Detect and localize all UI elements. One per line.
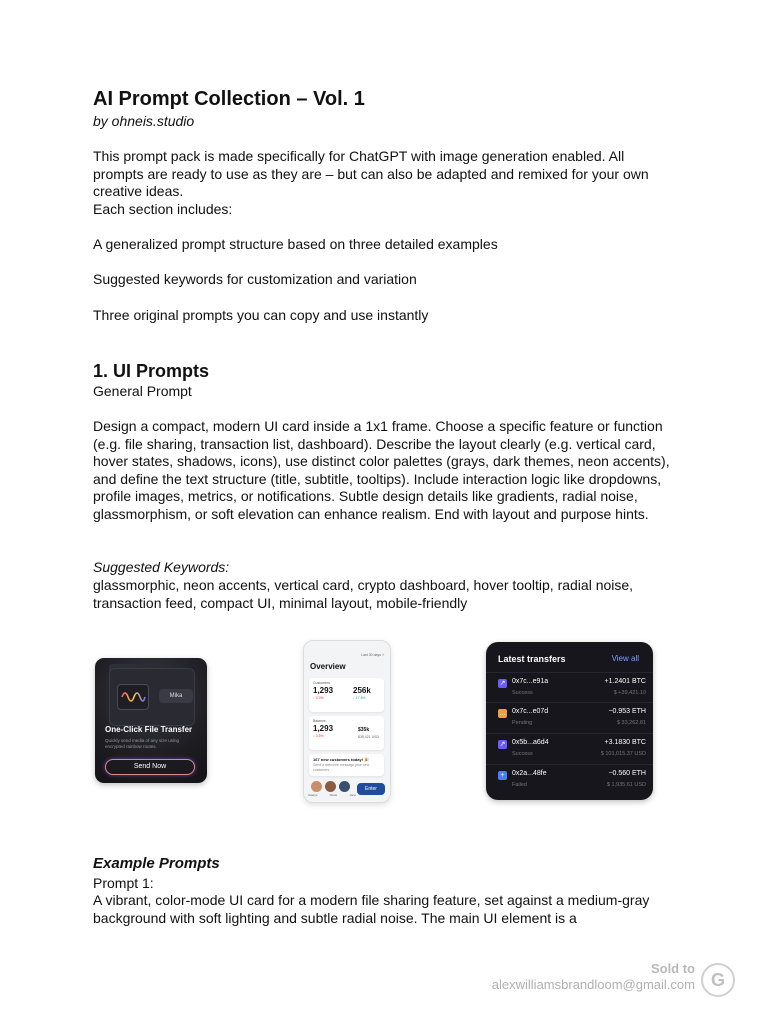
example-card-overview	[303, 640, 391, 803]
notice-title: 167 new customers today! 🎉	[313, 757, 370, 762]
date-range-dropdown: Last 30 days ˅	[361, 653, 384, 657]
customers-value: 1,293	[313, 686, 334, 695]
transfer-amount: −0.560 ETH	[608, 770, 646, 777]
transfer-usd: $ 1,935.61 USD	[606, 782, 646, 788]
customers-change-2: ↑ 17.8%	[353, 696, 366, 700]
waveform-icon	[117, 684, 149, 710]
transfer-status: Failed	[512, 782, 527, 788]
avatar	[311, 781, 322, 792]
brand-logo-icon: G	[701, 963, 735, 997]
transfer-row	[486, 764, 653, 795]
balance-value: 1,293	[313, 724, 334, 733]
transfer-usd: $ +39,421.10	[613, 690, 646, 696]
example-card-transfers	[486, 642, 653, 800]
avatar-names	[308, 793, 356, 797]
keywords-text: glassmorphic, neon accents, vertical card, crypto dashboard, hover tooltip, radial noise, transaction feed, compact UI, minimal layout, mobile-friendly	[93, 577, 634, 611]
transfer-amount: −0.953 ETH	[608, 708, 646, 715]
keywords-label: Suggested Keywords:	[93, 559, 230, 575]
general-prompt-text: Design a compact, modern UI card inside a 1x1 frame. Choose a specific feature or function (e.g. file sharing, transaction list, dashboard). Describe the layout clearly (e.g. vertical card, hover states, shadows, icons), use distinct color palettes (grays, dark themes, neon accents), and define the text structure (title, subtitle, tooltips). Include interaction logic like dropdowns, profile images, metrics, or notifications. Subtle design details like gradients, radial noise, glassmorphism, or soft elevation can enhance realism. End with layout and purpose hints.	[93, 418, 670, 522]
plus-icon: +	[498, 771, 507, 780]
arrow-up-right-icon: ↗	[499, 680, 506, 687]
pending-icon: …	[499, 710, 506, 717]
transfer-amount: +1.2401 BTC	[604, 678, 646, 685]
transfer-address: 0x2a...48fe	[512, 770, 547, 777]
notice-panel	[309, 754, 384, 776]
avatar-name: Gladys	[308, 793, 318, 797]
balance-usd: $35,421 USD	[358, 735, 380, 739]
transfer-row	[486, 733, 653, 764]
enter-button: Enter	[357, 783, 385, 795]
example-card-file-transfer	[95, 658, 207, 783]
balance-panel	[309, 716, 384, 750]
buyer-email: alexwilliamsbrandloom@gmail.com	[491, 977, 695, 992]
notice-text: Send a welcome message your new customers.	[313, 763, 370, 772]
prompt-1-text: A vibrant, color-mode UI card for a modern file sharing feature, set against a medium-gray background with soft lighting and subtle radial noise. The main UI element is a	[93, 892, 650, 926]
send-now-button: Send Now	[105, 759, 195, 775]
bullet-2: Suggested keywords for customization and variation	[93, 271, 417, 287]
intro-paragraph: This prompt pack is made specifically for ChatGPT with image generation enabled. All prompts are ready to use as they are – but can also be adapted and remixed for your own creative ideas.	[93, 148, 649, 199]
avatar-name: Marie	[329, 793, 338, 797]
transfer-usd: $ 33,262.81	[616, 720, 646, 726]
card-title: One-Click File Transfer	[105, 725, 193, 734]
bullet-3: Three original prompts you can copy and use instantly	[93, 307, 429, 323]
prompt-1-label: Prompt 1:	[93, 875, 154, 891]
transfer-row	[486, 672, 653, 703]
customers-label: Customers	[313, 681, 330, 685]
card-subtitle: Quickly send media of any size using encrypted rainbow routes.	[105, 738, 180, 749]
avatar	[339, 781, 350, 792]
general-prompt-label: General Prompt	[93, 383, 192, 399]
bullet-1: A generalized prompt structure based on three detailed examples	[93, 236, 498, 252]
transfer-address: 0x5b...a6d4	[512, 739, 549, 746]
overview-title: Overview	[310, 662, 346, 671]
customers-panel	[309, 678, 384, 712]
section-heading-ui-prompts: 1. UI Prompts	[93, 361, 210, 381]
transfer-usd: $ 101,015.37 USD	[600, 751, 646, 757]
view-all-link: View all	[611, 654, 639, 663]
doc-title: AI Prompt Collection – Vol. 1	[93, 88, 365, 110]
arrow-up-right-icon: ↗	[499, 741, 506, 748]
avatar-name: Jane	[349, 793, 356, 797]
example-prompts-heading: Example Prompts	[93, 855, 220, 872]
includes-label: Each section includes:	[93, 201, 233, 217]
transfers-title: Latest transfers	[498, 654, 566, 664]
sold-to-label: Sold to	[650, 961, 695, 976]
transfer-address: 0x7c...e07d	[512, 708, 549, 715]
transfer-amount: +3.1830 BTC	[604, 739, 646, 746]
balance-change: ↓ 0.5%	[313, 734, 324, 738]
avatar	[325, 781, 336, 792]
transfer-status: Pending	[512, 720, 533, 726]
transfer-status: Success	[512, 690, 533, 696]
customers-change: ↓ 0.3%	[313, 696, 324, 700]
transfer-address: 0x7c...e91a	[512, 678, 549, 685]
user-chip: Mika	[159, 689, 193, 703]
transfer-status: Success	[512, 751, 533, 757]
balance-label: Balance	[313, 719, 326, 723]
balance-small: $35k	[358, 727, 370, 733]
transfer-row	[486, 702, 653, 733]
doc-byline: by ohneis.studio	[93, 113, 195, 129]
customers-value-2: 256k	[353, 686, 371, 695]
